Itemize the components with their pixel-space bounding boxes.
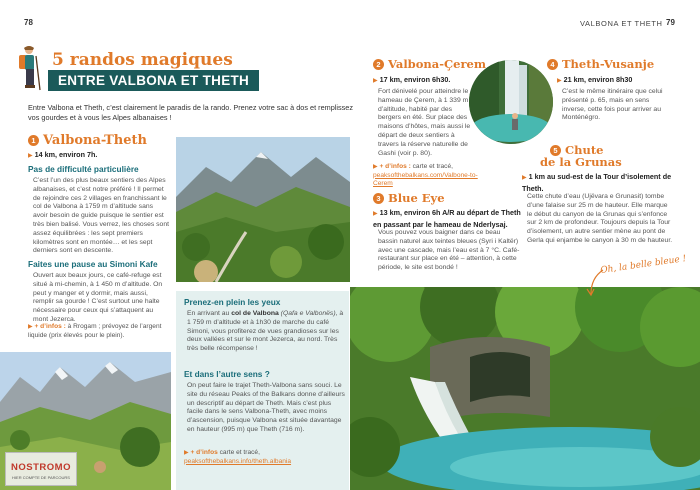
page-number-left: 78: [24, 18, 33, 27]
photo-blue-eye: [350, 287, 700, 490]
logo-subtitle: HIER COMPTE DE PARCOURS: [12, 475, 70, 480]
hike2-infos: ▶ + d’infos : carte et tracé, peaksofthebalkans.com/Valbone-to-Cerem: [373, 163, 478, 188]
hike1-body-1: C’est l’un des plus beaux sentiers des Alpes albanaises, et c’est notre préféré ! Il permet de rejoindre ces 2 villages en franchissant le col de Valbona à 1759 m d’altitude sans avoir besoin de guide puisque le sentier est très bien balisé. Vous verrez, les choses sont assez équilibrées : les sept premiers kilomètres sont en montée… et les sept derniers sont en descente.: [33, 177, 170, 255]
box-text-2: On peut faire le trajet Theth-Valbona sans souci. Le site du réseau Peaks of the Balkans donne d’ailleurs un descriptif au départ de Theth. Mais c’est plus facile dans le sens Valbona-Theth, avec moins d’ascension, puisque Valbona est située davantage en hauteur (995 m) que Theth (716 m).: [187, 382, 345, 433]
intro-text: Entre Valbona et Theth, c’est clairement le paradis de la rando. Prenez votre sac à dos et remplissez vos gourdes et à vous les Alpes albanaises !: [28, 103, 354, 122]
box-text-1: En arrivant au col de Valbona (Qafa e Valbonës), à 1 759 m d’altitude et à 1h30 de marche du café Simoni, vous profiterez de vues grandioses sur les deux vallées et sur le mont Jezerca, au nord. Très très belle récompense !: [187, 310, 344, 353]
hike5-meta: ▶ 1 km au sud-est de la Tour d’isolement de Theth.: [522, 172, 672, 193]
box-heading-2: Et dans l’autre sens ?: [184, 369, 270, 379]
hike3-title: Blue Eye: [388, 191, 445, 205]
hike2-meta: ▶ 17 km, environ 6h30.: [373, 75, 451, 84]
hike1-body-2: Ouvert aux beaux jours, ce café-refuge est situé à mi-chemin, à 1 450 m d’altitude. On peut y manger et y dormir, mais aussi, remplir sa gourde ! C’est surtout une halte nécessaire pour ceux qui s’attaquent au mont Jezerca.: [33, 272, 163, 323]
nostromo-logo: [5, 452, 77, 486]
box-infos: ▶ + d’infos carte et tracé, peaksofthebalkans.info/theth.albania: [184, 449, 292, 465]
hike3-number: 3: [373, 193, 384, 204]
hike3-body: Vous pouvez vous baigner dans ce beau bassin naturel aux teintes bleues (Syri i Kaltër) avec une cascade, mais l’eau est à 7 °C. Café-restaurant sur place en été – attention, à cette période, le site est bondé !: [378, 229, 520, 272]
hiker-illustration-icon: [14, 44, 42, 92]
hike4-number: 4: [547, 59, 558, 70]
hike3-meta: ▶ 13 km, environ 6h A/R au départ de Theth en passant par le hameau de Nderlysaj.: [373, 208, 521, 229]
hike2-body: Fort dénivelé pour atteindre le hameau de Çerem, à 1 339 m d’altitude, habité par des bergers en été. Sur place des maisons d’hôtes, mais aussi le départ de deux sentiers à travers la réserve naturelle de Gashi (voir p. 80).: [378, 88, 471, 157]
hike2-infos-link[interactable]: peaksofthebalkans.com/Valbone-to-Cerem: [373, 171, 478, 188]
box-infos-link[interactable]: peaksofthebalkans.info/theth.albania: [184, 457, 292, 465]
annotation-arrow-icon: [585, 268, 605, 298]
photo-round-waterfall: [469, 60, 553, 144]
hike5-number: 5: [550, 145, 561, 156]
hike1-subhead-1: Pas de difficulté particulière: [28, 164, 139, 174]
hike2-number: 2: [373, 59, 384, 70]
hike4-meta: ▶ 21 km, environ 8h30: [557, 75, 633, 84]
hike5-title-line1: Chute: [565, 143, 604, 157]
hike2-title: Valbona-Çerem: [388, 57, 486, 71]
annotation-handwritten: Oh, la belle bleue !: [599, 254, 687, 276]
logo-name: NOSTROMO: [11, 462, 71, 473]
photo-valley: [176, 137, 350, 282]
hike1-meta: ▶ 14 km, environ 7h.: [28, 150, 98, 159]
hike3-heading: [373, 191, 445, 205]
hike5-body: Cette chute d’eau (Ujëvara e Grunasit) tombe d’une falaise sur 25 m de hauteur. Elle marque le début du canyon de la Grunas qui s’enfonce sur 2 km de profondeur. Toujours depuis la Tour d’isolement, un autre sentier mène au pont de Gerla qui enjambe le canyon à 30 m de hauteur.: [527, 193, 673, 244]
hike4-title: Theth-Vusanje: [562, 57, 655, 71]
hike4-heading: [547, 57, 654, 71]
title-banner: ENTRE VALBONA ET THETH: [48, 70, 259, 91]
hike1-number: 1: [28, 135, 39, 146]
title-script: 5 randos magiques: [52, 50, 233, 70]
hike5-title-line2: de la Grunas: [540, 155, 622, 169]
running-header: VALBONA ET THETH: [580, 19, 663, 28]
hike1-subhead-2: Faites une pause au Simoni Kafe: [28, 259, 158, 269]
hike4-body: C’est le même itinéraire que celui présenté p. 65, mais en sens inverse, cette fois pour arriver au Monténégro.: [562, 88, 663, 122]
page-number-right: 79: [666, 18, 675, 27]
hike1-heading: [28, 133, 147, 148]
hike1-infos: ▶ + d’infos : à Rrogam ; prévoyez de l’argent liquide (prix élevés pour le plein).: [28, 323, 162, 339]
box-heading-1: Prenez-en plein les yeux: [184, 297, 281, 307]
hike1-title: Valbona-Theth: [43, 133, 147, 148]
hike2-heading: [373, 57, 486, 71]
